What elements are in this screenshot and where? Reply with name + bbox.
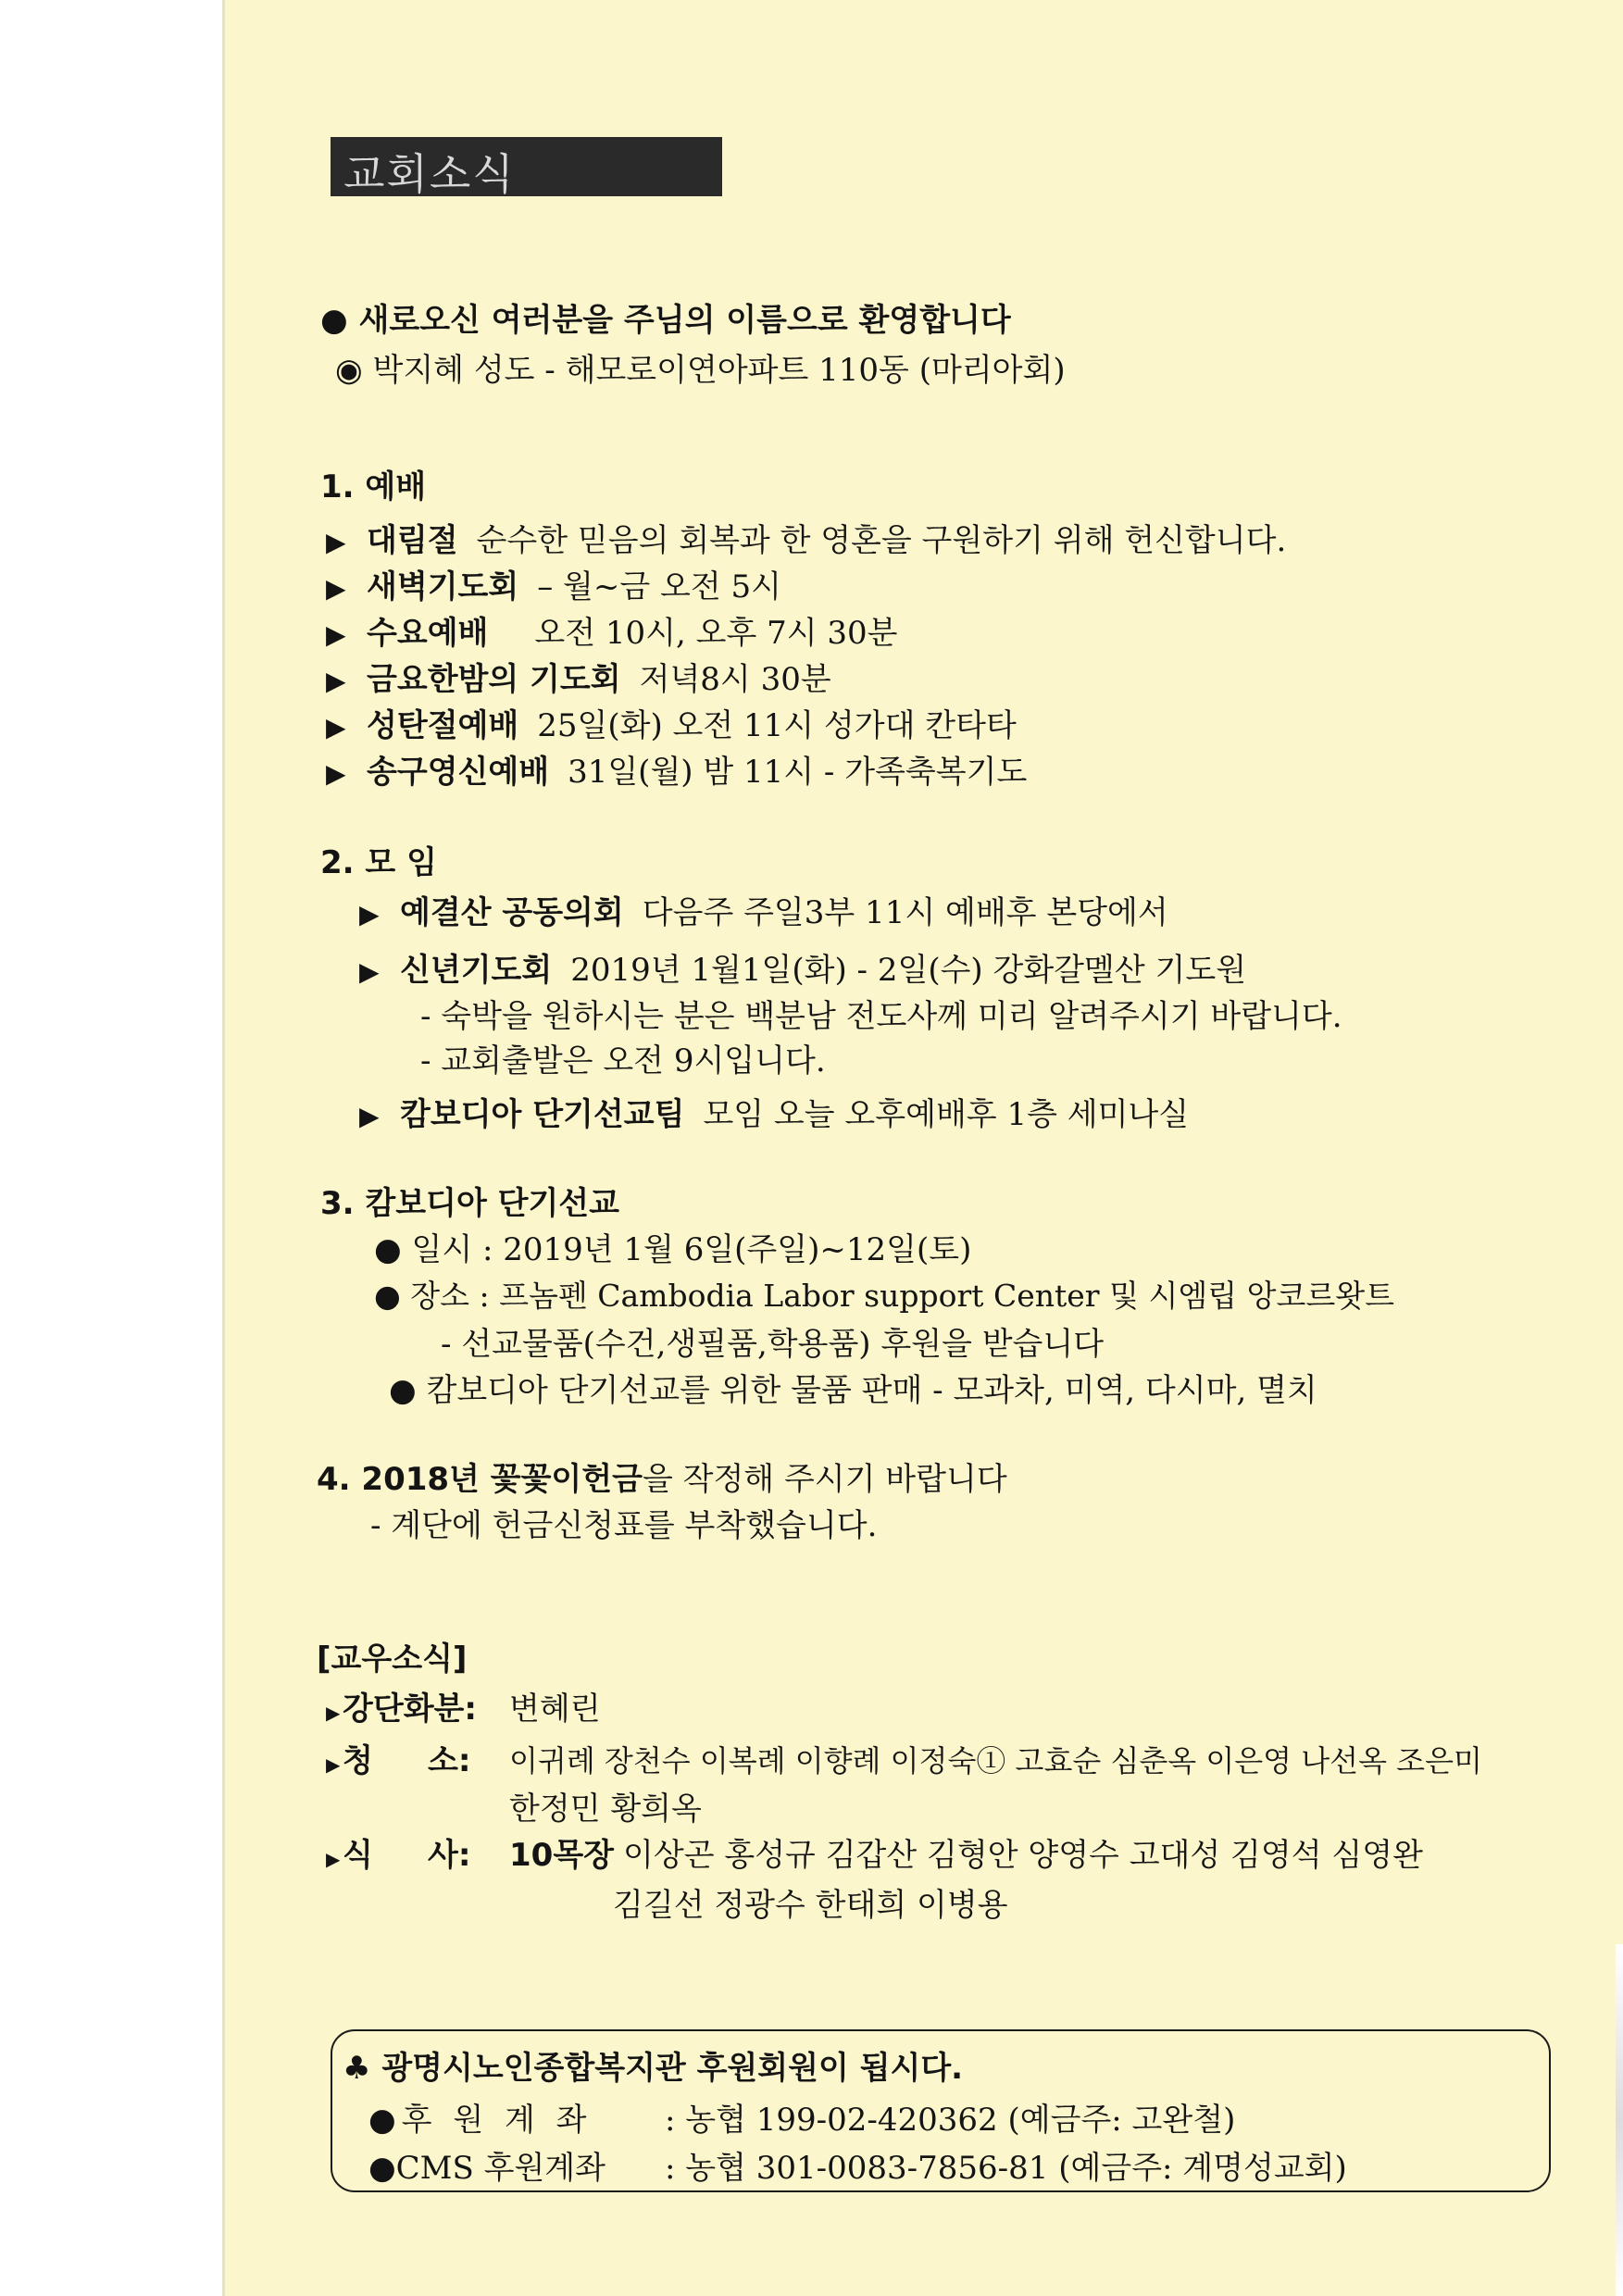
offering-note: - 계단에 헌금신청표를 부착했습니다. <box>370 1507 878 1544</box>
worship-item-text: 오전 10시, 오후 7시 30분 <box>534 615 898 652</box>
meeting-note: - 숙박을 원하시는 분은 백분남 전도사께 미리 알려주시기 바랍니다. <box>420 998 1342 1035</box>
scan-edge <box>1616 1944 1623 2296</box>
donation-account-value: : 농협 301-0083-7856-81 (예금주: 계명성교회) <box>665 2150 1347 2187</box>
welcome-member: ◉ 박지혜 성도 - 해모로이연아파트 110동 (마리아회) <box>335 352 1066 389</box>
meeting-item <box>359 887 1168 932</box>
triangle-bullet-icon: ▶ <box>326 758 346 789</box>
offering-heading-rest: 을 작정해 주시기 바랍니다 <box>642 1461 1007 1498</box>
mission-date: ● 일시 : 2019년 1월 6일(주일)~12일(토) <box>374 1231 972 1268</box>
members-row-label: 식 사: <box>343 1837 471 1874</box>
worship-item <box>326 561 781 606</box>
mission-support: - 선교물품(수건,생필품,학용품) 후원을 받습니다 <box>441 1326 1105 1363</box>
meeting-item-text: 다음주 주일3부 11시 예배후 본당에서 <box>642 894 1168 931</box>
donation-account-label: ●CMS 후원계좌 <box>368 2150 606 2187</box>
meeting-item-label: 캄보디아 단기선교팀 <box>400 1096 685 1133</box>
members-row-group: 10목장 <box>509 1837 615 1874</box>
meeting-item-text: 2019년 1월1일(화) - 2일(수) 강화갈멜산 기도원 <box>570 952 1247 989</box>
worship-item-text: 25일(화) 오전 11시 성가대 칸타타 <box>537 707 1017 744</box>
worship-item-text: – 월~금 오전 5시 <box>537 568 781 605</box>
members-heading: [교우소식] <box>317 1641 468 1678</box>
members-row <box>326 1735 1482 1780</box>
worship-item-label: 수요예배 <box>367 615 489 652</box>
welcome-heading: ● 새로오신 여러분을 주님의 이름으로 환영합니다 <box>320 302 1011 339</box>
members-row-names: 이귀례 장천수 이복례 이향례 이정숙① 고효순 심춘옥 이은영 나선옥 조은미 <box>509 1743 1482 1778</box>
mission-heading: 3. 캄보디아 단기선교 <box>320 1185 619 1222</box>
worship-item-label: 성탄절예배 <box>367 707 519 744</box>
members-row <box>326 1829 1423 1875</box>
members-row-label: 강단화분: <box>343 1691 477 1728</box>
offering-heading <box>317 1454 1007 1499</box>
triangle-bullet-icon: ▶ <box>326 712 346 742</box>
triangle-bullet-icon: ▶ <box>326 1753 341 1776</box>
triangle-bullet-icon: ▶ <box>359 1101 380 1131</box>
section-title-box <box>331 137 722 199</box>
worship-item <box>326 607 898 653</box>
section-title: 교회소식 <box>343 149 516 199</box>
worship-item-label: 새벽기도회 <box>367 568 519 605</box>
triangle-bullet-icon: ▶ <box>326 573 346 604</box>
offering-heading-bold: 4. 2018년 꽃꽃이헌금 <box>317 1461 643 1498</box>
triangle-bullet-icon: ▶ <box>326 1702 341 1724</box>
meeting-item-label: 예결산 공동의회 <box>400 894 624 931</box>
donation-heading: ♣ 광명시노인종합복지관 후원회원이 됩시다. <box>343 2050 964 2087</box>
worship-item-label: 금요한밤의 기도회 <box>367 661 621 698</box>
triangle-bullet-icon: ▶ <box>359 899 380 930</box>
worship-item <box>326 654 831 699</box>
worship-item-text: 순수한 믿음의 회복과 한 영혼을 구원하기 위해 헌신합니다. <box>476 522 1287 559</box>
worship-item <box>326 700 1017 745</box>
members-row <box>326 1683 601 1728</box>
triangle-bullet-icon: ▶ <box>326 1848 341 1870</box>
worship-item-text: 저녁8시 30분 <box>639 661 831 698</box>
mission-sale: ● 캄보디아 단기선교를 위한 물품 판매 - 모과차, 미역, 다시마, 멸치 <box>389 1372 1317 1409</box>
worship-item <box>326 515 1286 560</box>
meeting-note: - 교회출발은 오전 9시입니다. <box>420 1042 826 1079</box>
worship-item-text: 31일(월) 밤 11시 - 가족축복기도 <box>568 754 1028 791</box>
worship-item-label: 송구영신예배 <box>367 754 550 791</box>
triangle-bullet-icon: ▶ <box>326 619 346 650</box>
members-row-label: 청 소: <box>343 1742 471 1779</box>
members-row-names: 변혜린 <box>509 1691 601 1728</box>
triangle-bullet-icon: ▶ <box>326 527 346 557</box>
meeting-item-label: 신년기도회 <box>400 952 553 989</box>
members-row-names-cont: 김길선 정광수 한태희 이병용 <box>613 1887 1008 1924</box>
donation-account <box>368 2094 1235 2140</box>
members-row-names: 이상곤 홍성규 김갑산 김형안 양영수 고대성 김영석 심영완 <box>623 1837 1423 1874</box>
mission-place: ● 장소 : 프놈펜 Cambodia Labor support Center 및 시엠립 앙코르왓트 <box>374 1278 1394 1314</box>
donation-account-value: : 농협 199-02-420362 (예금주: 고완철) <box>665 2102 1236 2139</box>
worship-item-label: 대림절 <box>367 522 458 559</box>
members-row-names-cont: 한정민 황희옥 <box>509 1791 702 1828</box>
meetings-heading: 2. 모 임 <box>320 844 437 881</box>
worship-heading: 1. 예배 <box>320 468 427 505</box>
meeting-item <box>359 1089 1189 1134</box>
triangle-bullet-icon: ▶ <box>326 666 346 696</box>
meeting-item-text: 모임 오늘 오후예배후 1층 세미나실 <box>703 1096 1190 1133</box>
donation-account-label: ●후 원 계 좌 <box>368 2102 593 2139</box>
donation-account <box>368 2142 1347 2188</box>
triangle-bullet-icon: ▶ <box>359 956 380 987</box>
meeting-item <box>359 944 1246 990</box>
worship-item <box>326 746 1027 792</box>
